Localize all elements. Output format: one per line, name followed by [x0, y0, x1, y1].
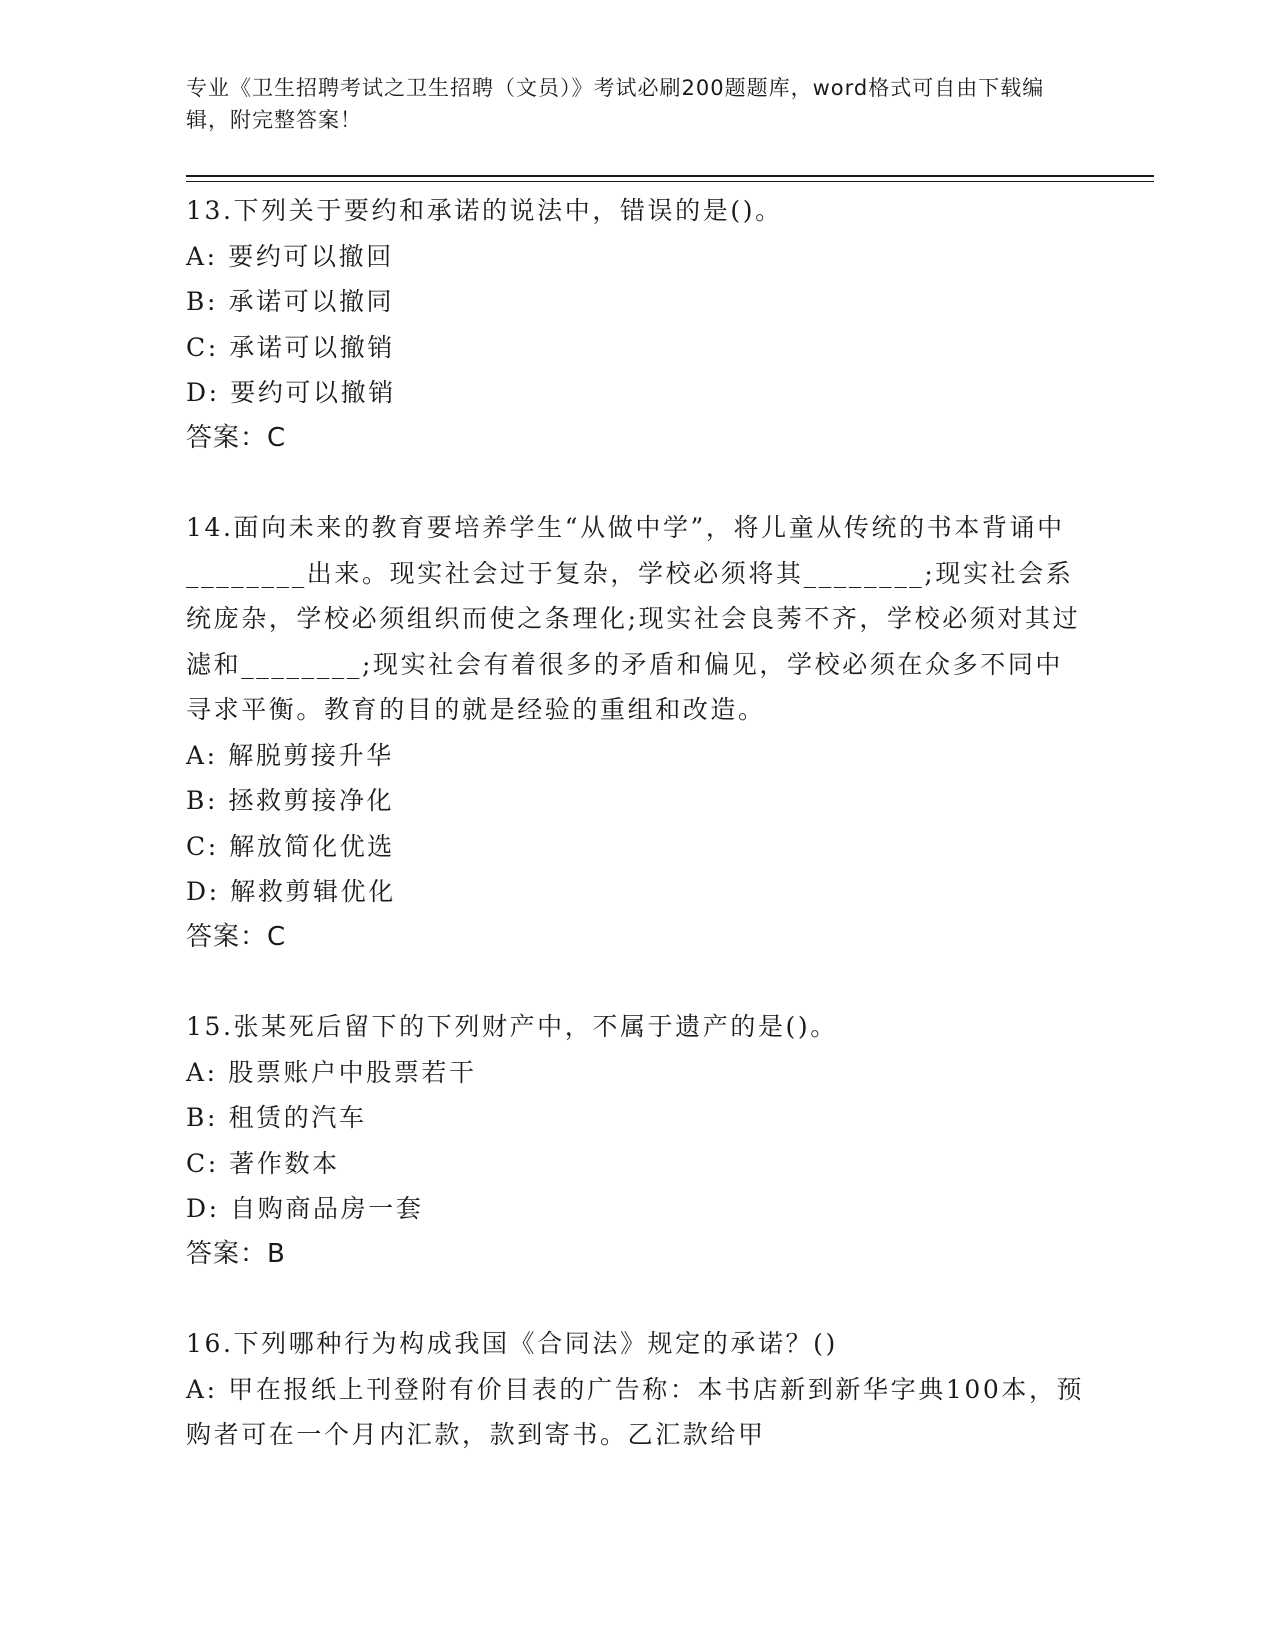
option-b: B: 承诺可以撤同 [186, 287, 395, 316]
question-13 [186, 188, 1086, 461]
question-15 [186, 1004, 1086, 1277]
option-d: D: 要约可以撤销 [186, 378, 396, 407]
question-list [186, 188, 1086, 1502]
option-c: C: 承诺可以撤销 [186, 332, 395, 362]
question-stem: 14.面向未来的教育要培养学生“从做中学”，将儿童从传统的书本背诵中________出来。现实社会过于复杂，学校必须将其________;现实社会系统庞杂，学校必须组织而使之条理化;现实社会良莠不齐，学校必须对其过滤和________;现实社会有着很多的矛盾和偏见，学校必须在众多不同中寻求平衡。教育的目的就是经验的重组和改造。 [186, 513, 1081, 724]
option-d: D: 自购商品房一套 [186, 1194, 424, 1223]
option-b: B: 拯救剪接净化 [186, 786, 395, 815]
question-stem: 16.下列哪种行为构成我国《合同法》规定的承诺？() [186, 1329, 838, 1358]
question-stem: 15.张某死后留下的下列财产中，不属于遗产的是()。 [186, 1012, 838, 1041]
answer-line: 答案：C [186, 422, 287, 453]
option-a: A: 解脱剪接升华 [186, 740, 394, 770]
option-c: C: 著作数本 [186, 1148, 340, 1178]
header-divider-thin [186, 181, 1154, 182]
answer-line: 答案：C [186, 921, 287, 952]
question-14 [186, 505, 1086, 960]
question-stem: 13.下列关于要约和承诺的说法中，错误的是()。 [186, 196, 783, 225]
option-d: D: 解救剪辑优化 [186, 877, 396, 906]
option-a: A: 要约可以撤回 [186, 241, 394, 271]
option-c: C: 解放简化优选 [186, 831, 395, 861]
question-16 [186, 1321, 1086, 1458]
header-divider [186, 175, 1154, 177]
document-header: 专业《卫生招聘考试之卫生招聘（文员）》考试必刷200题题库，word格式可自由下载编辑，附完整答案！ [186, 76, 1045, 132]
option-a: A: 甲在报纸上刊登附有价目表的广告称：本书店新到新华字典100本，预购者可在一个月内汇款，款到寄书。乙汇款给甲 [186, 1374, 1085, 1449]
option-a: A: 股票账户中股票若干 [186, 1057, 477, 1087]
answer-line: 答案：B [186, 1238, 286, 1269]
option-b: B: 租赁的汽车 [186, 1103, 367, 1132]
